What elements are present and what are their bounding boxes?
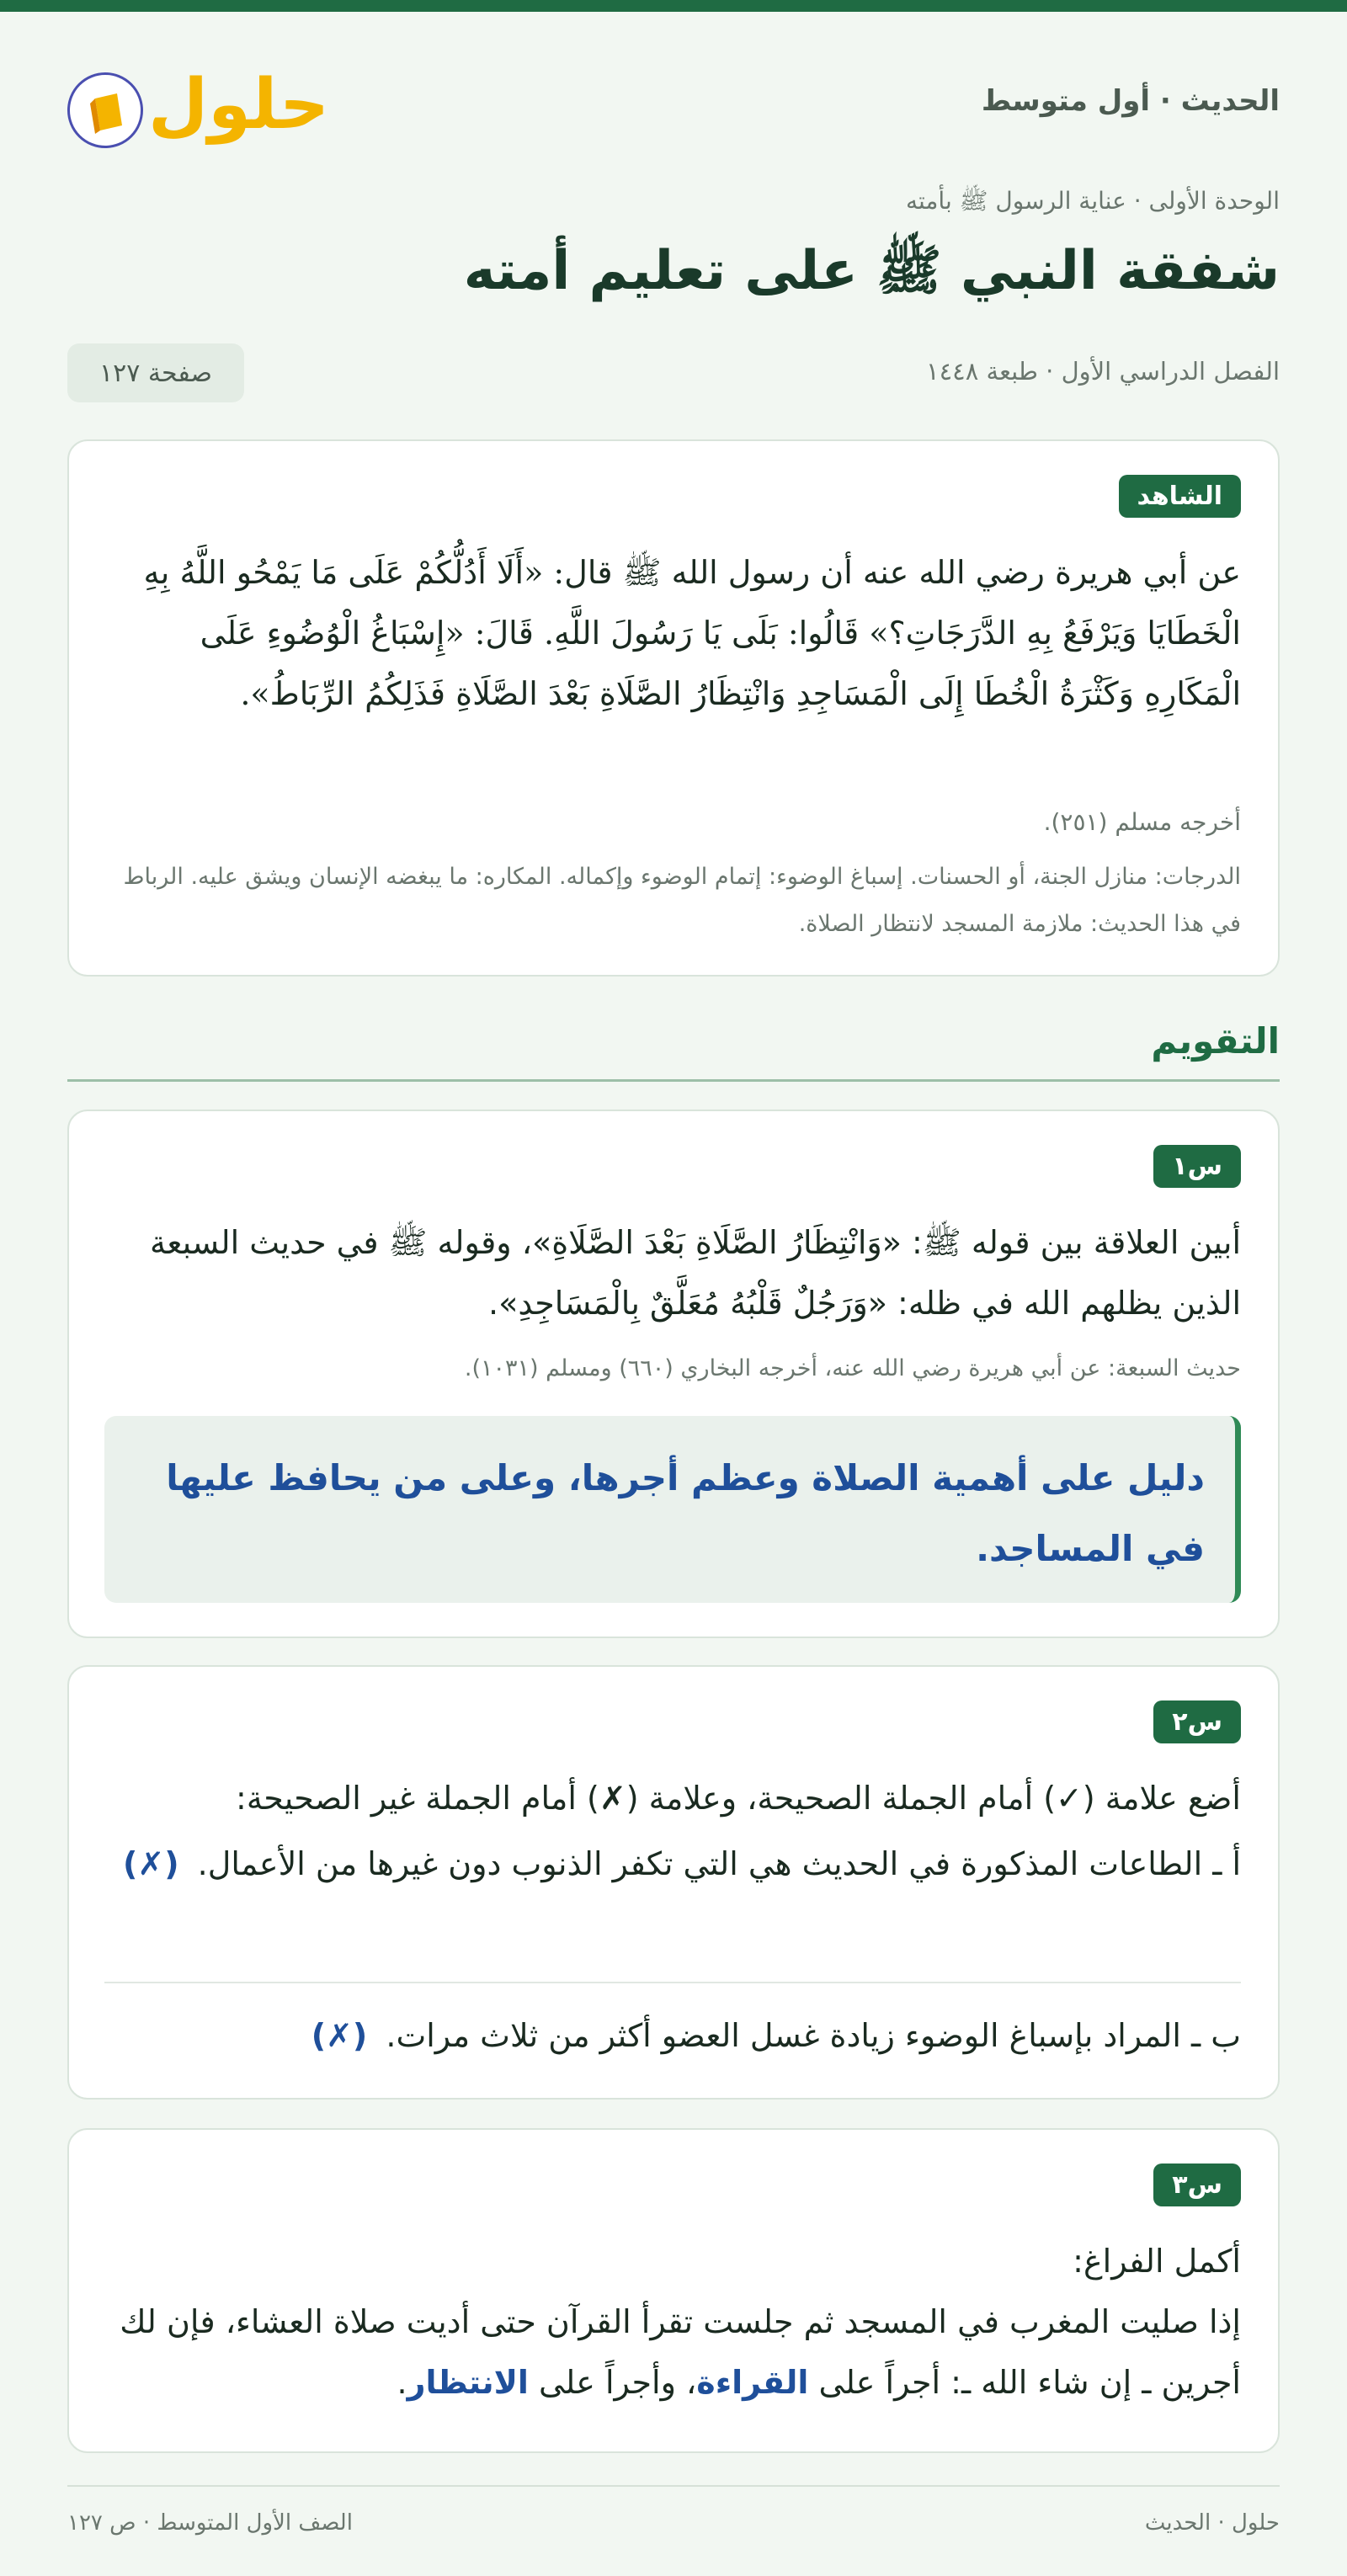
vocabulary-gloss: الدرجات: منازل الجنة، أو الحسنات. إسباغ الوضوء: إتمام الوضوء وإكماله. المكاره: ما يبغضه الإنسان ويشق عليه. الرباط في هذا الحديث: ملازمة المسجد لانتظار الصلاة.: [123, 864, 1241, 937]
statement-b-text: ب ـ المراد بإسباغ الوضوء زيادة غسل العضو أكثر من ثلاث مرات.: [386, 2017, 1241, 2054]
question-badge: س١: [1153, 1145, 1241, 1188]
answer-text: دليل على أهمية الصلاة وعظم أجرها، وعلى من يحافظ عليها في المساجد.: [166, 1457, 1205, 1569]
statement-b-mark: (✗): [311, 2017, 368, 2054]
page-number-badge: صفحة ١٢٧: [67, 343, 244, 402]
witness-badge: الشاهد: [1119, 475, 1241, 518]
fill-answer-2: الانتظار: [407, 2364, 529, 2401]
site-logo[interactable]: [67, 59, 330, 152]
book-emblem-icon: [67, 72, 143, 148]
page-header: [67, 59, 1280, 152]
question-badge: س٣: [1153, 2164, 1241, 2206]
hadith-text: عن أبي هريرة رضي الله عنه أن رسول الله ﷺ قال: «أَلَا أَدُلُّكُمْ عَلَى مَا يَمْحُو اللَّهُ بِهِ الْخَطَايَا وَيَرْفَعُ بِهِ الدَّرَجَاتِ؟» قَالُوا: بَلَى يَا رَسُولَ اللَّهِ. قَالَ: «إِسْبَاغُ الْوُضُوءِ عَلَى الْمَكَارِهِ وَكَثْرَةُ الْخُطَا إِلَى الْمَسَاجِدِ وَانْتِظَارُ الصَّلَاةِ بَعْدَ الصَّلَاةِ فَذَلِكُمُ الرِّبَاطُ».: [143, 554, 1241, 712]
statement-a-mark: (✗): [123, 1845, 179, 1882]
question-card-1: [67, 1110, 1280, 1638]
top-accent-bar: [0, 0, 1347, 12]
logo-wordmark: حلول: [148, 65, 330, 145]
fill-text-end: .: [397, 2364, 407, 2401]
footer-page-info: الصف الأول المتوسط · ص ١٢٧: [67, 2510, 353, 2536]
witness-card: [67, 439, 1280, 977]
statement-a: [104, 1828, 1241, 1899]
section-divider: [67, 1079, 1280, 1082]
answer-box: [104, 1416, 1241, 1603]
question-card-2: [67, 1665, 1280, 2100]
fill-in-text: [104, 2291, 1241, 2413]
question-text: أبين العلاقة بين قوله ﷺ: «وَانْتِظَارُ الصَّلَاةِ بَعْدَ الصَّلَاةِ»، وقوله ﷺ في حديث السبعة الذين يظلهم الله في ظله: «وَرَجُلٌ قَلْبُهُ مُعَلَّقٌ بِالْمَسَاجِدِ».: [149, 1224, 1241, 1322]
statement-divider: [104, 1982, 1241, 1983]
hadith-reference: أخرجه مسلم (٢٥١).: [1043, 808, 1241, 836]
question-card-3: [67, 2128, 1280, 2453]
lesson-title: شفقة النبي ﷺ على تعليم أمته: [463, 240, 1280, 302]
question-prompt: أضع علامة (✓) أمام الجملة الصحيحة، وعلامة (✗) أمام الجملة غير الصحيحة:: [236, 1780, 1241, 1817]
fill-text-start: إذا صليت المغرب في المسجد ثم جلست تقرأ القرآن حتى أديت صلاة العشاء، فإن لك أجرين ـ إن شاء الله ـ: أجراً على: [120, 2303, 1241, 2401]
question-badge: س٢: [1153, 1700, 1241, 1743]
fill-text-mid: ، وأجراً على: [528, 2364, 697, 2401]
footer-site: حلول · الحديث: [1144, 2510, 1280, 2536]
evaluation-heading: التقويم: [1151, 1020, 1280, 1062]
statement-b: [104, 2000, 1241, 2071]
semester-info: الفصل الدراسي الأول · طبعة ١٤٤٨: [926, 357, 1280, 386]
fill-answer-1: القراءة: [696, 2364, 809, 2401]
footer-divider: [67, 2485, 1280, 2487]
header-title: الحديث · أول متوسط: [981, 84, 1280, 118]
statement-a-text: أ ـ الطاعات المذكورة في الحديث هي التي تكفر الذنوب دون غيرها من الأعمال.: [197, 1845, 1241, 1882]
unit-breadcrumb: الوحدة الأولى · عناية الرسول ﷺ بأمته: [905, 187, 1280, 215]
question-note: حديث السبعة: عن أبي هريرة رضي الله عنه، أخرجه البخاري (٦٦٠) ومسلم (١٠٣١).: [464, 1355, 1241, 1381]
question-prompt: أكمل الفراغ:: [1073, 2243, 1241, 2280]
